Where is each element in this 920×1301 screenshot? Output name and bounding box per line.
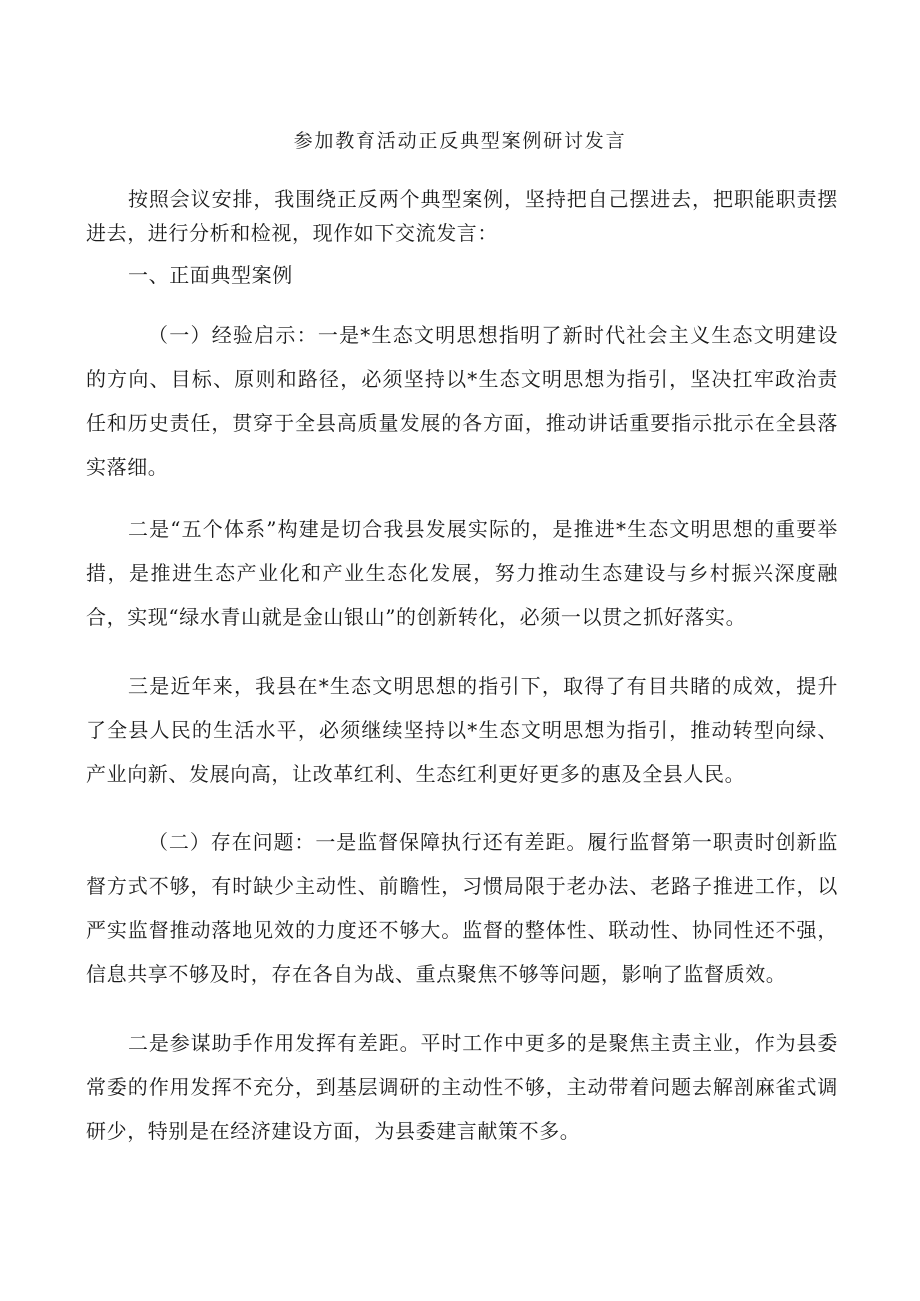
paragraph-problem-2: 二是参谋助手作用发挥有差距。平时工作中更多的是聚焦主责主业，作为县委常委的作用发挥不充分，到基层调研的主动性不够，主动带着问题去解剖麻雀式调研少，特别是在经济建设方面，为县委建言献策不多。 xyxy=(86,1031,838,1143)
section-heading-positive-cases: 一、正面典型案例 xyxy=(128,263,293,287)
paragraph-experience-1: （一）经验启示：一是*生态文明思想指明了新时代社会主义生态文明建设的方向、目标、原则和路径，必须坚持以*生态文明思想为指引，坚决扛牢政治责任和历史责任，贯穿于全县高质量发展的各方面，推动讲话重要指示批示在全县落实落细。 xyxy=(86,323,838,479)
paragraph-experience-2: 二是“五个体系”构建是切合我县发展实际的，是推进*生态文明思想的重要举措，是推进生态产业化和产业生态化发展，努力推动生态建设与乡村振兴深度融合，实现“绿水青山就是金山银山”的创新转化，必须一以贯之抓好落实。 xyxy=(86,517,838,629)
paragraph-intro: 按照会议安排，我围绕正反两个典型案例，坚持把自己摆进去，把职能职责摆进去，进行分析和检视，现作如下交流发言： xyxy=(86,187,838,245)
paragraph-experience-3: 三是近年来，我县在*生态文明思想的指引下，取得了有目共睹的成效，提升了全县人民的生活水平，必须继续坚持以*生态文明思想为指引，推动转型向绿、产业向新、发展向高，让改革红利、生态红利更好更多的惠及全县人民。 xyxy=(86,674,838,786)
document-title: 参加教育活动正反典型案例研讨发言 xyxy=(293,130,627,152)
paragraph-problem-1: （二）存在问题：一是监督保障执行还有差距。履行监督第一职责时创新监督方式不够，有时缺少主动性、前瞻性，习惯局限于老办法、老路子推进工作，以严实监督推动落地见效的力度还不够大。监督的整体性、联动性、协同性还不强，信息共享不够及时，存在各自为战、重点聚焦不够等问题，影响了监督质效。 xyxy=(86,830,838,986)
